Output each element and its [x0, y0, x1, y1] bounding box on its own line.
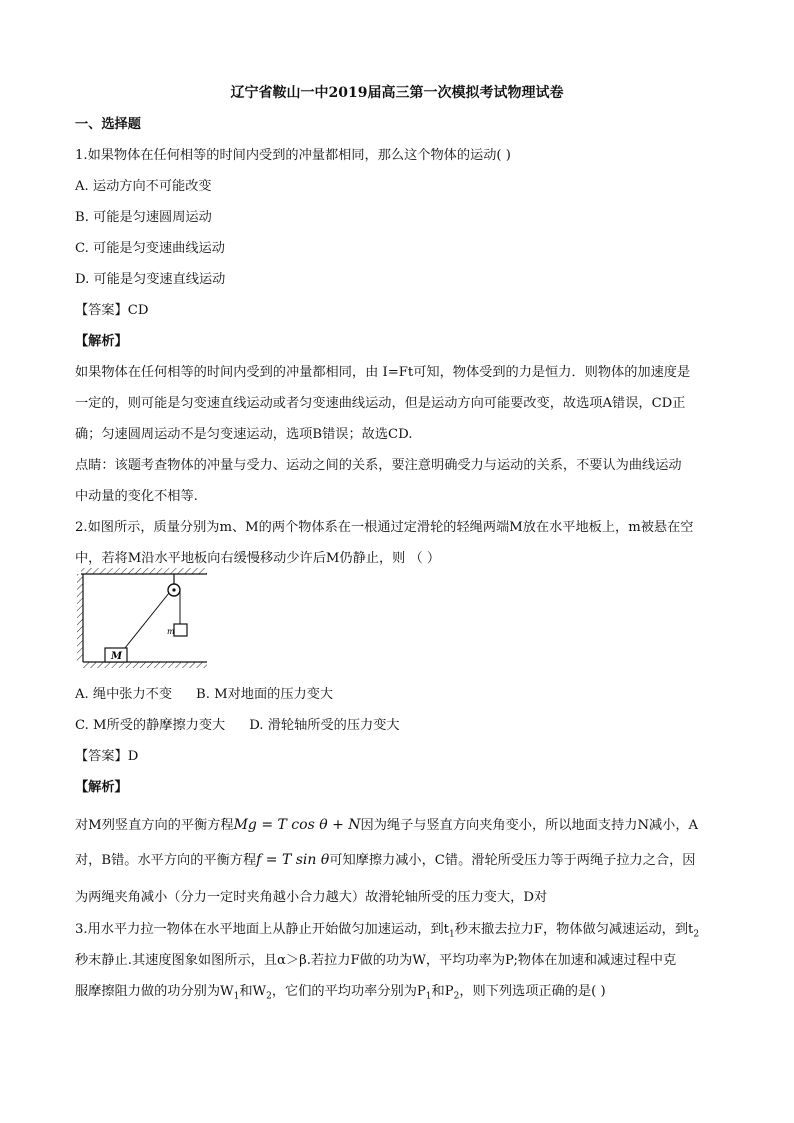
q2-stem-line: 中，若将M沿水平地板向右缓慢移动少许后M仍静止，则 （ ）: [75, 551, 441, 566]
pulley-diagram: [77, 568, 209, 668]
q2-analysis-line-2: [75, 850, 695, 871]
q1-stem: 1.如果物体在任何相等的时间内受到的冲量都相同，那么这个物体的运动( ): [75, 148, 511, 163]
q1-analysis-line: 中动量的变化不相等.: [75, 489, 198, 504]
q2-analysis-text: 对，B错。水平方向的平衡方程: [75, 853, 257, 868]
q2-analysis-text: 可知摩擦力减小，C错。滑轮所受压力等于两绳子拉力之合，因: [329, 853, 696, 868]
label-m: m: [167, 627, 175, 636]
q3-text: ，则下列选项正确的是( ): [459, 984, 606, 999]
q2-analysis-text: 因为绳子与竖直方向夹角变小，所以地面支持力N减小，A: [360, 818, 699, 833]
q2-option-a: A. 绳中张力不变: [75, 687, 173, 702]
q1-option-d: D. 可能是匀变速直线运动: [75, 272, 226, 287]
equation-vertical: Mg = T cos θ + N: [233, 817, 361, 833]
q1-analysis-line: 一定的，则可能是匀变速直线运动或者匀变速曲线运动，但是运动方向可能要改变，故选项A错误，CD正: [75, 396, 686, 411]
q2-option-c: C. M所受的静摩擦力变大: [75, 718, 226, 733]
q3-subscript: 1: [448, 929, 455, 940]
q3-stem-line-3: [75, 982, 606, 1007]
q3-text: 秒末撤去拉力F，物体做匀减速运动，到t: [454, 922, 694, 937]
q1-analysis-label: 【解析】: [75, 334, 128, 349]
pulley-figure: [77, 568, 209, 672]
q3-text: 和W: [239, 984, 267, 999]
page-title: 辽宁省鞍山一中2019届高三第一次模拟考试物理试卷: [230, 85, 564, 101]
q3-stem-line-2: 秒末静止.其速度图象如图所示，且α＞β.若拉力F做的功为W，平均功率为P;物体在加速和减速过程中克: [75, 953, 677, 968]
q1-option-a: A. 运动方向不可能改变: [75, 179, 212, 194]
q2-analysis-line-1: [75, 815, 698, 836]
q2-analysis-text: 对M列竖直方向的平衡方程: [75, 818, 234, 833]
q2-options-row-2: [75, 716, 400, 736]
q3-subscript: 2: [693, 929, 700, 940]
q2-option-b: B. M对地面的压力变大: [196, 687, 334, 702]
q3-subscript: 2: [453, 991, 460, 1002]
q3-text: ，它们的平均功率分别为P: [271, 984, 426, 999]
equation-horizontal: f = T sin θ: [256, 852, 330, 868]
q1-analysis-line: 点睛：该题考查物体的冲量与受力、运动之间的关系，要注意明确受力与运动的关系，不要认为曲线运动: [75, 458, 682, 473]
q2-analysis-label: 【解析】: [75, 780, 128, 795]
q2-answer: 【答案】D: [75, 749, 139, 764]
q3-subscript: 1: [425, 991, 432, 1002]
q3-subscript: 1: [233, 991, 240, 1002]
wall-hatch: [77, 574, 83, 662]
floor-hatch: [83, 662, 207, 668]
block-m: [174, 624, 187, 636]
q3-text: 3.用水平力拉一物体在水平地面上从静止开始做匀加速运动，到t: [75, 922, 449, 937]
q3-text: 服摩擦阻力做的功分别为W: [75, 984, 234, 999]
q2-analysis-line-3: 为两绳夹角减小（分力一定时夹角越小合力越大）故滑轮轴所受的压力变大，D对: [75, 890, 548, 905]
q1-answer: 【答案】CD: [75, 303, 149, 318]
q3-subscript: 2: [266, 991, 272, 1002]
q1-analysis-line: 如果物体在任何相等的时间内受到的冲量都相同，由 I=Ft可知，物体受到的力是恒力．则物体的加速度是: [75, 365, 691, 380]
q1-analysis-line: 确；匀速圆周运动不是匀变速运动，选项B错误；故选CD.: [75, 427, 413, 442]
q2-options-row-1: [75, 685, 333, 705]
q2-option-d: D. 滑轮轴所受的压力变大: [249, 718, 400, 733]
ceiling-hatch: [81, 568, 207, 574]
q2-stem-line: 2.如图所示，质量分别为m、M的两个物体系在一根通过定滑轮的轻绳两端M放在水平地板上，m被悬在空: [75, 520, 694, 535]
q1-option-b: B. 可能是匀速圆周运动: [75, 210, 212, 225]
q1-option-c: C. 可能是匀变速曲线运动: [75, 241, 225, 256]
rope-to-M: [125, 593, 169, 648]
section-heading: 一、选择题: [75, 117, 141, 132]
q3-text: 和P: [431, 984, 454, 999]
pulley-axle: [172, 588, 175, 591]
label-M: M: [111, 651, 123, 662]
q3-stem-line-1: [75, 920, 699, 945]
